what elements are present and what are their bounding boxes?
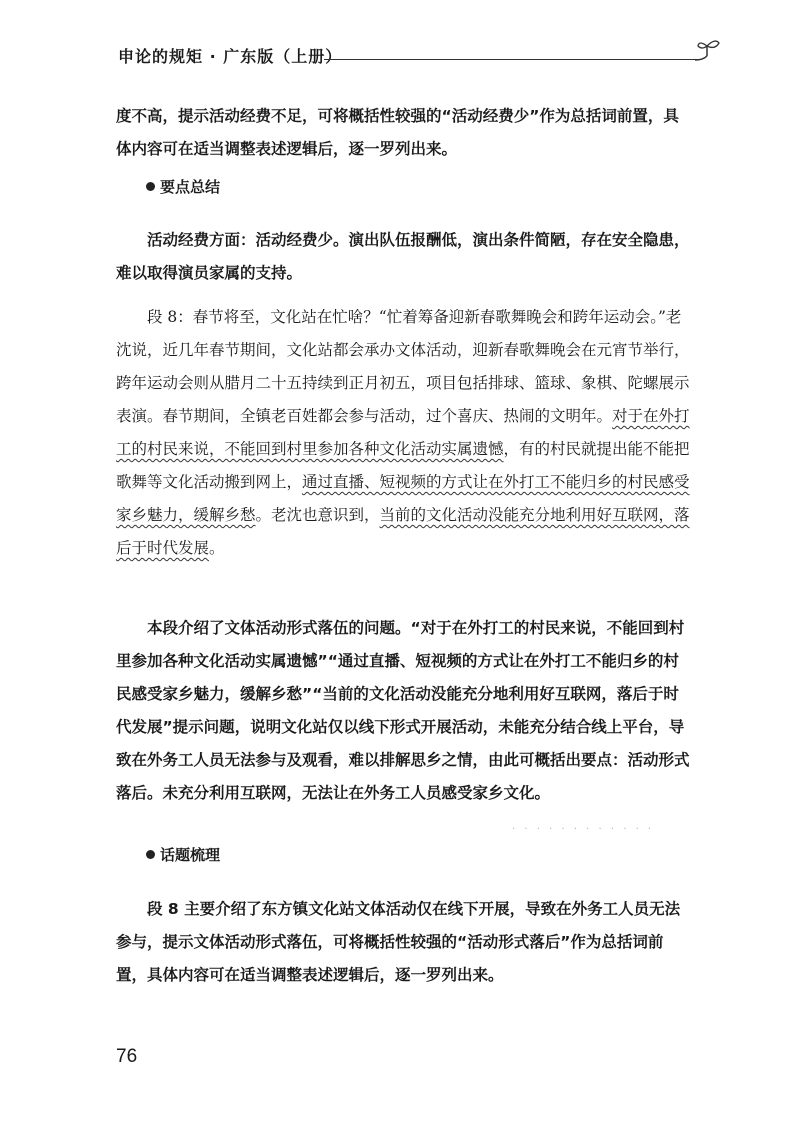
heading-key-points-label: 要点总结 (160, 178, 221, 196)
sprout-icon (693, 36, 723, 64)
summary-paragraph: 活动经费方面：活动经费少。演出队伍报酬低，演出条件简陋，存在安全隐患，难以取得演员家属的支持。 (116, 231, 690, 282)
book-title: 申论的规矩 · 广东版（上册） (118, 47, 343, 66)
page-header (118, 42, 718, 72)
section8-underline-3: 当前的文化活动没能充分地利用好互联网，落后于时代发展 (116, 506, 690, 557)
heading-key-points (146, 176, 220, 197)
section8-text-2: ，有的村民就提出能不能把歌舞等文化活动搬到网上， (116, 440, 690, 491)
intro-paragraph: 度不高，提示活动经费不足，可将概括性较强的“活动经费少”作为总括词前置，具体内容可在适当调整表述逻辑后，逐一罗列出来。 (116, 107, 679, 158)
bullet-icon (146, 182, 155, 191)
section8-text: 段 8：春节将至，文化站在忙啥？“忙着筹备迎新春歌舞晚会和跨年运动会。”老沈说，近几年春节期间，文化站都会承办文体活动，迎新春歌舞晚会在元宵节举行，跨年运动会则从腊月二十五持续到正月初五，项目包括排球、篮球、象棋、陀螺展示表演。春节期间，全镇老百姓都会参与活动，过个喜庆、热闹的文明年。 (116, 308, 690, 425)
section8-text-4: 。 (209, 539, 225, 557)
header-rule (324, 59, 702, 60)
heading-topic-review-label: 话题梳理 (160, 846, 221, 864)
section8-underline-1: 对于在外打工的村民来说，不能回到村里参加各种文化活动实属遗憾 (116, 407, 690, 458)
conclusion-paragraph: 段 8 主要介绍了东方镇文化站文体活动仅在线下开展，导致在外务工人员无法参与，提示文体活动形式落伍，可将概括性较强的“活动形式落后”作为总括词前置，具体内容可在适当调整表述逻辑后，逐一罗列出来。 (116, 900, 681, 984)
page-number: 76 (116, 1046, 138, 1067)
section8-underline-2: 通过直播、短视频的方式让在外打工不能归乡的村民感受家乡魅力，缓解乡愁 (116, 473, 690, 524)
heading-topic-review (146, 844, 220, 865)
bullet-icon (146, 850, 155, 859)
analysis-paragraph: 本段介绍了文体活动形式落伍的问题。“对于在外打工的村民来说，不能回到村里参加各种文化活动实属遗憾”“通过直播、短视频的方式让在外打工不能归乡的村民感受家乡魅力，缓解乡愁”“当前的文化活动没能充分地利用好互联网，落后于时代发展”提示问题，说明文化站仅以线下形式开展活动，未能充分结合线上平台，导致在外务工人员无法参与及观看，难以排解思乡之情，由此可概括出要点：活动形式落后。未充分利用互联网，无法让在外务工人员感受家乡文化。 (116, 619, 690, 802)
scan-dots: · · · · · · · · · · · · (512, 824, 655, 835)
section8-paragraph (116, 301, 692, 565)
section8-text-3: 。老沈也意识到， (255, 506, 380, 524)
